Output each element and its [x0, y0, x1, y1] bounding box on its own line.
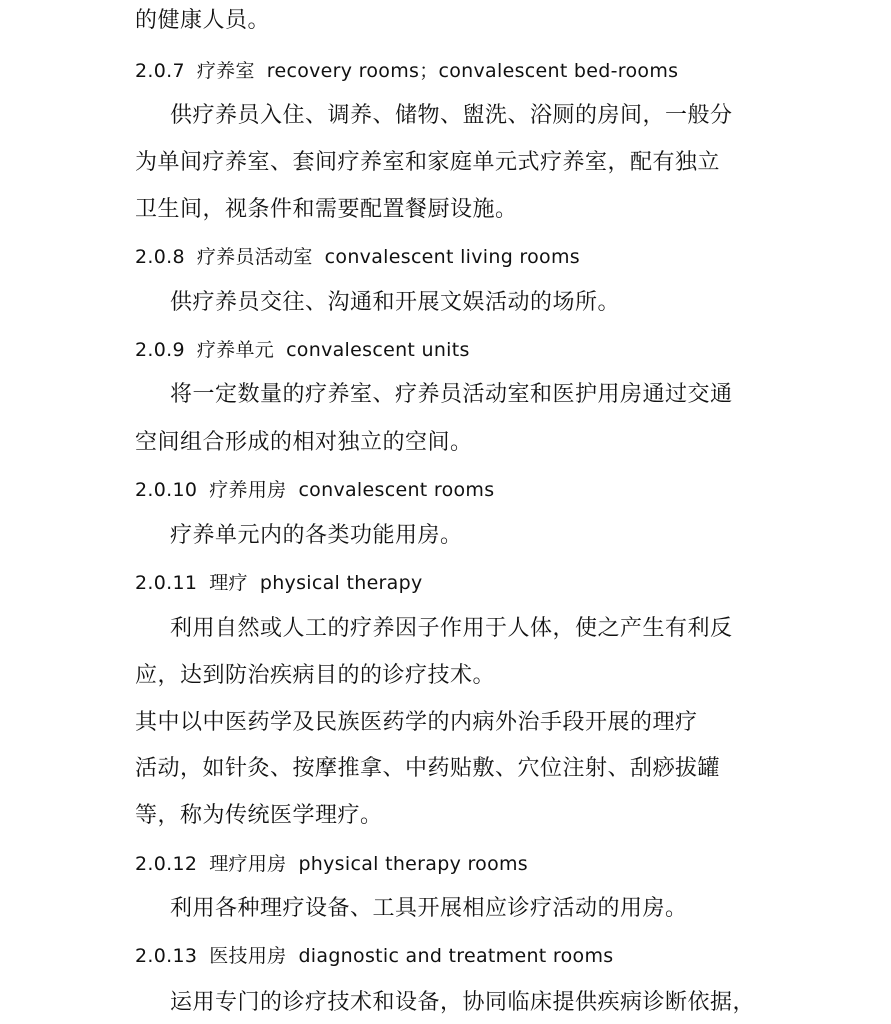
paragraph-line: 等，称为传统医学理疗。	[135, 803, 383, 828]
section-number: 2.0.13	[135, 945, 198, 967]
section-heading-2-0-7	[135, 56, 678, 86]
paragraph-line: 其中以中医药学及民族医药学的内病外治手段开展的理疗	[135, 710, 698, 735]
term-english: convalescent rooms	[298, 479, 495, 501]
section-number: 2.0.10	[135, 479, 198, 501]
term-chinese: 疗养室	[196, 60, 255, 82]
section-number: 2.0.8	[135, 246, 185, 268]
paragraph-line: 疗养单元内的各类功能用房。	[170, 523, 463, 548]
section-heading-2-0-8	[135, 242, 580, 272]
section-heading-2-0-10	[135, 475, 494, 505]
section-heading-2-0-12	[135, 849, 528, 879]
term-english: physical therapy rooms	[298, 853, 528, 875]
term-chinese: 疗养用房	[209, 479, 287, 501]
section-number: 2.0.11	[135, 572, 198, 594]
term-chinese: 疗养单元	[196, 339, 275, 361]
section-number: 2.0.12	[135, 853, 198, 875]
term-english: diagnostic and treatment rooms	[298, 945, 614, 967]
paragraph-line: 供疗养员交往、沟通和开展文娱活动的场所。	[170, 290, 621, 315]
term-chinese: 理疗	[209, 572, 248, 594]
paragraph-line: 活动，如针灸、按摩推拿、中药贴敷、穴位注射、刮痧拔罐	[135, 756, 721, 781]
term-english: convalescent units	[286, 339, 470, 361]
term-english: convalescent living rooms	[324, 246, 580, 268]
paragraph-line: 利用自然或人工的疗养因子作用于人体，使之产生有利反	[170, 616, 733, 641]
paragraph-line: 的健康人员。	[135, 8, 271, 33]
paragraph-line: 利用各种理疗设备、工具开展相应诊疗活动的用房。	[170, 896, 688, 921]
paragraph-line: 将一定数量的疗养室、疗养员活动室和医护用房通过交通	[170, 382, 733, 407]
section-number: 2.0.7	[135, 60, 185, 82]
paragraph-line: 卫生间，视条件和需要配置餐厨设施。	[135, 197, 518, 222]
section-heading-2-0-11	[135, 568, 423, 598]
paragraph-line: 供疗养员入住、调养、储物、盥洗、浴厕的房间，一般分	[170, 103, 733, 128]
paragraph-line: 运用专门的诊疗技术和设备，协同临床提供疾病诊断依据，	[170, 990, 756, 1015]
paragraph-line: 为单间疗养室、套间疗养室和家庭单元式疗养室，配有独立	[135, 150, 721, 175]
paragraph-line: 空间组合形成的相对独立的空间。	[135, 430, 473, 455]
section-heading-2-0-13	[135, 941, 613, 971]
term-chinese: 理疗用房	[209, 853, 287, 875]
term-english: physical therapy	[259, 572, 423, 594]
section-heading-2-0-9	[135, 335, 470, 365]
term-english: recovery rooms；convalescent bed-rooms	[266, 60, 679, 82]
term-chinese: 医技用房	[209, 945, 287, 967]
section-number: 2.0.9	[135, 339, 185, 361]
term-chinese: 疗养员活动室	[196, 246, 313, 268]
paragraph-line: 应，达到防治疾病目的的诊疗技术。	[135, 663, 496, 688]
